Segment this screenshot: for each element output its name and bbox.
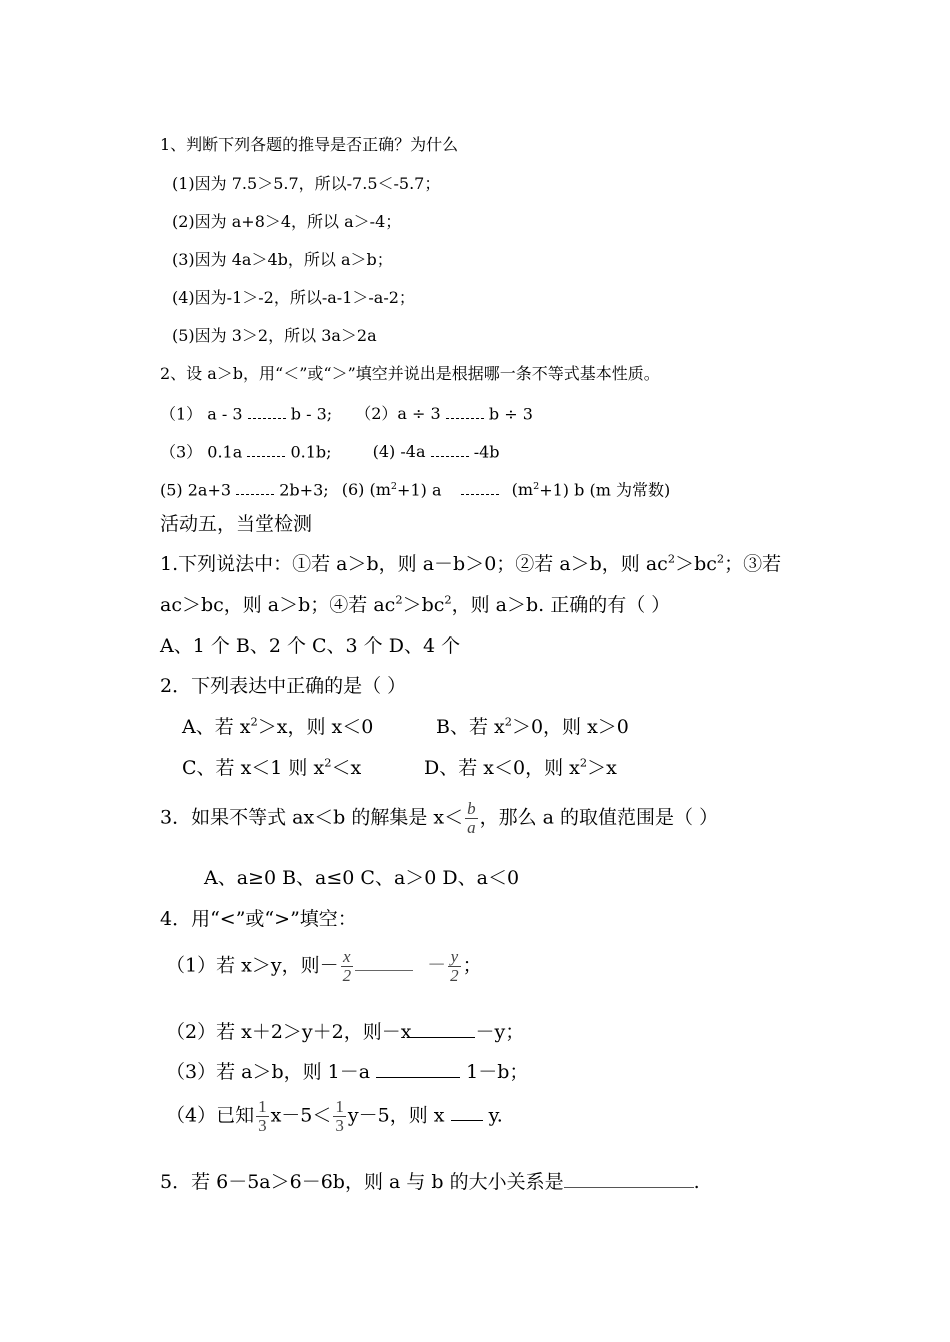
fraction: $\frac{x}{2}$ (342, 947, 352, 985)
q4-sub-4: （4）已知 $\frac{1}{3}$ x－5＜ $\frac{1}{3}$ y－5，则 x y. (166, 1097, 503, 1135)
answer-blank[interactable] (451, 1101, 483, 1121)
q2-option-b: B、若 $x^2>0$，则 x＞0 (436, 714, 629, 738)
answer-blank[interactable] (446, 404, 484, 419)
answer-blank[interactable] (461, 480, 499, 495)
fraction: $\frac{1}{3}$ (335, 1097, 344, 1135)
part2-row-2: （3） 0.1a 0.1b; (4) -4a -4b (160, 442, 500, 462)
part1-item-2: (2)因为 a+8＞4，所以 a＞-4； (172, 212, 402, 231)
answer-blank[interactable] (564, 1168, 694, 1188)
part2-title: 2、设 a＞b，用“＜”或“＞”填空并说出是根据哪一条不等式基本性质。 (160, 364, 660, 383)
part1-item-3: (3)因为 4a＞4b，所以 a＞b； (172, 250, 393, 269)
answer-blank[interactable] (355, 951, 413, 971)
q2-option-d: D、若 x＜0，则 $x^2>x$ (424, 755, 617, 779)
part1-item-4: (4)因为-1＞-2，所以-a-1＞-a-2； (172, 288, 415, 307)
q2-option-c: C、若 x＜1 则 $x^2<x$ (182, 755, 362, 779)
fraction: $\frac{b}{a}$ (467, 799, 476, 837)
part1-item-1: (1)因为 7.5＞5.7，所以-7.5＜-5.7； (172, 174, 441, 193)
q5-stem: 5．若 6－5a＞6－6b，则 a 与 b 的大小关系是 . (160, 1168, 700, 1192)
q1-line-2: ac＞bc，则 a＞b；④若 $ac^2>bc^2$，则 a＞b. 正确的有（ ） (160, 592, 671, 616)
fraction: $\frac{1}{3}$ (258, 1097, 267, 1135)
q4-sub-2: （2）若 x＋2＞y＋2，则－x －y； (166, 1018, 524, 1042)
part2-row-3: (5) 2a+3 2b+3; (6) $(m^2+1)$ a $(m^2+1)$ b (m 为常数) (160, 480, 671, 500)
part2-row-1: （1） a - 3 b - 3; （2）a ÷ 3 b ÷ 3 (160, 404, 533, 424)
answer-blank[interactable] (248, 404, 286, 419)
part1-item-5: (5)因为 3＞2，所以 3a＞2a (172, 326, 377, 345)
q2-option-a: A、若 $x^2>x$，则 x＜0 (182, 714, 374, 738)
q2-stem: 2．下列表达中正确的是（ ） (160, 675, 407, 697)
answer-blank[interactable] (411, 1018, 475, 1038)
part1-title: 1、判断下列各题的推导是否正确？为什么 (160, 135, 459, 154)
answer-blank[interactable] (376, 1058, 460, 1078)
fraction: $\frac{y}{2}$ (450, 947, 459, 985)
answer-blank[interactable] (431, 442, 469, 457)
q4-stem: 4．用“<”或“>”填空： (160, 908, 357, 930)
answer-blank[interactable] (247, 442, 285, 457)
q3-stem: 3．如果不等式 ax＜b 的解集是 x＜ $\frac{b}{a}$ ，那么 a 的取值范围是（ ） (160, 799, 719, 837)
q1-options: A、1 个 B、2 个 C、3 个 D、4 个 (160, 635, 461, 657)
section-title: 活动五，当堂检测 (160, 513, 313, 535)
answer-blank[interactable] (236, 480, 274, 495)
q1-line-1: 1.下列说法中：①若 a＞b，则 a－b＞0；②若 a＞b，则 $ac^2>bc^2$；③若 (160, 551, 782, 575)
q3-options: A、a≥0 B、a≤0 C、a＞0 D、a＜0 (204, 867, 520, 889)
q4-sub-3: （3）若 a＞b，则 1－a 1－b； (166, 1058, 528, 1082)
q4-sub-1: （1）若 x＞y，则－ $\frac{x}{2}$ － $\frac{y}{2}$ ； (166, 947, 482, 985)
